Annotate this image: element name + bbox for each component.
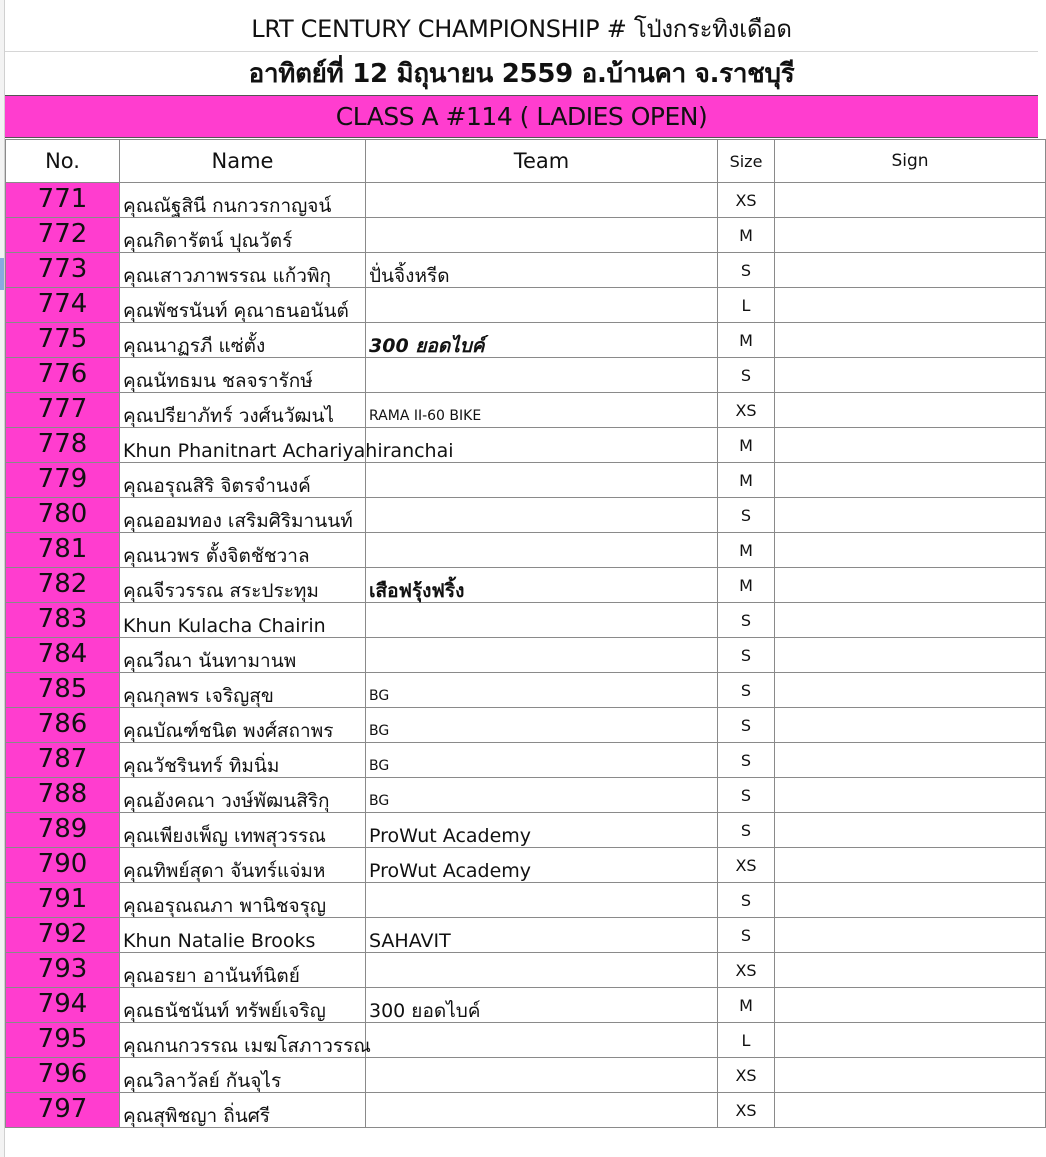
table-row	[6, 638, 1046, 673]
cell-size[interactable]: S	[718, 918, 775, 953]
cell-team[interactable]: BG	[366, 708, 718, 743]
cell-sign[interactable]	[775, 463, 1046, 498]
cell-name[interactable]: คุณนัทธมน ชลจรารักษ์	[120, 358, 366, 393]
cell-sign[interactable]	[775, 883, 1046, 918]
cell-number[interactable]: 784	[6, 638, 120, 673]
cell-number[interactable]: 787	[6, 743, 120, 778]
roster-body	[6, 183, 1046, 1128]
cell-sign[interactable]	[775, 428, 1046, 463]
roster-table	[5, 139, 1046, 1128]
cell-team[interactable]: BG	[366, 778, 718, 813]
cell-name[interactable]: คุณอรยา อานันท์นิตย์	[120, 953, 366, 988]
cell-size[interactable]: M	[718, 323, 775, 358]
cell-team[interactable]: RAMA II-60 BIKE	[366, 393, 718, 428]
cell-team[interactable]: ปั่นจิ้งหรีด	[366, 253, 718, 288]
cell-team[interactable]	[366, 183, 718, 218]
cell-size[interactable]: S	[718, 673, 775, 708]
cell-number[interactable]: 773	[6, 253, 120, 288]
cell-team[interactable]	[366, 463, 718, 498]
cell-number[interactable]: 781	[6, 533, 120, 568]
cell-name[interactable]: คุณเสาวภาพรรณ แก้วพิกุ	[120, 253, 366, 288]
cell-name[interactable]: คุณวิลาวัลย์ กันจุไร	[120, 1058, 366, 1093]
cell-name[interactable]: คุณพัชรนันท์ คุณาธนอนันต์	[120, 288, 366, 323]
table-row	[6, 358, 1046, 393]
table-row	[6, 463, 1046, 498]
table-row	[6, 428, 1046, 463]
cell-team[interactable]: BG	[366, 743, 718, 778]
table-row	[6, 603, 1046, 638]
cell-number[interactable]: 775	[6, 323, 120, 358]
cell-name[interactable]: คุณกิดารัตน์ ปุณวัตร์	[120, 218, 366, 253]
cell-number[interactable]: 786	[6, 708, 120, 743]
cell-size[interactable]: XS	[718, 1093, 775, 1128]
cell-size[interactable]: M	[718, 568, 775, 603]
cell-size[interactable]: M	[718, 218, 775, 253]
cell-number[interactable]: 772	[6, 218, 120, 253]
column-header-no[interactable]: No.	[6, 140, 120, 183]
cell-name[interactable]: Khun Phanitnart Achariyahiranchai	[120, 428, 366, 463]
cell-sign[interactable]	[775, 323, 1046, 358]
cell-number[interactable]: 789	[6, 813, 120, 848]
cell-number[interactable]: 785	[6, 673, 120, 708]
table-row	[6, 743, 1046, 778]
table-row	[6, 988, 1046, 1023]
cell-sign[interactable]	[775, 183, 1046, 218]
table-row	[6, 813, 1046, 848]
cell-number[interactable]: 776	[6, 358, 120, 393]
cell-team[interactable]	[366, 883, 718, 918]
cell-number[interactable]: 797	[6, 1093, 120, 1128]
cell-size[interactable]: XS	[718, 953, 775, 988]
class-banner: CLASS A #114 ( LADIES OPEN)	[5, 95, 1038, 138]
cell-name[interactable]: คุณทิพย์สุดา จันทร์แจ่มห	[120, 848, 366, 883]
cell-team[interactable]	[366, 638, 718, 673]
cell-sign[interactable]	[775, 288, 1046, 323]
cell-team[interactable]: 300 ยอดไบค์	[366, 323, 718, 358]
table-row	[6, 218, 1046, 253]
cell-sign[interactable]	[775, 498, 1046, 533]
cell-sign[interactable]	[775, 743, 1046, 778]
table-row	[6, 673, 1046, 708]
cell-size[interactable]: S	[718, 498, 775, 533]
cell-name[interactable]: คุณณัฐสินี กนกวรกาญจน์	[120, 183, 366, 218]
table-row	[6, 568, 1046, 603]
cell-team[interactable]	[366, 1023, 718, 1058]
cell-name[interactable]: คุณเพียงเพ็ญ เทพสุวรรณ	[120, 813, 366, 848]
table-row	[6, 1093, 1046, 1128]
cell-sign[interactable]	[775, 813, 1046, 848]
cell-size[interactable]: S	[718, 813, 775, 848]
cell-sign[interactable]	[775, 533, 1046, 568]
cell-size[interactable]: XS	[718, 393, 775, 428]
cell-team[interactable]: SAHAVIT	[366, 918, 718, 953]
cell-number[interactable]: 790	[6, 848, 120, 883]
cell-name[interactable]: คุณนาฏรภี แซ่ตั้ง	[120, 323, 366, 358]
cell-team[interactable]	[366, 533, 718, 568]
column-header-size[interactable]: Size	[718, 140, 775, 183]
table-row	[6, 288, 1046, 323]
table-row	[6, 253, 1046, 288]
cell-size[interactable]: XS	[718, 183, 775, 218]
cell-size[interactable]: S	[718, 708, 775, 743]
cell-size[interactable]: M	[718, 463, 775, 498]
table-row	[6, 708, 1046, 743]
cell-team[interactable]: 300 ยอดไบค์	[366, 988, 718, 1023]
table-row	[6, 883, 1046, 918]
cell-size[interactable]: S	[718, 358, 775, 393]
cell-size[interactable]: S	[718, 778, 775, 813]
cell-team[interactable]	[366, 1058, 718, 1093]
event-date-location: อาทิตย์ที่ 12 มิถุนายน 2559 อ.บ้านคา จ.ราชบุรี	[248, 58, 795, 89]
cell-sign[interactable]	[775, 253, 1046, 288]
cell-name[interactable]: คุณจีรวรรณ สระประทุม	[120, 568, 366, 603]
cell-number[interactable]: 793	[6, 953, 120, 988]
cell-name[interactable]: Khun Natalie Brooks	[120, 918, 366, 953]
cell-team[interactable]	[366, 358, 718, 393]
cell-number[interactable]: 782	[6, 568, 120, 603]
cell-team[interactable]	[366, 288, 718, 323]
cell-sign[interactable]	[775, 673, 1046, 708]
cell-sign[interactable]	[775, 918, 1046, 953]
cell-number[interactable]: 783	[6, 603, 120, 638]
cell-sign[interactable]	[775, 393, 1046, 428]
table-row	[6, 848, 1046, 883]
cell-number[interactable]: 774	[6, 288, 120, 323]
cell-name[interactable]: Khun Kulacha Chairin	[120, 603, 366, 638]
cell-name[interactable]: คุณอรุณสิริ จิตรจำนงค์	[120, 463, 366, 498]
table-row	[6, 1023, 1046, 1058]
cell-team[interactable]	[366, 498, 718, 533]
table-row	[6, 953, 1046, 988]
cell-number[interactable]: 792	[6, 918, 120, 953]
cell-team[interactable]: เสือฟรุ้งฟริ้ง	[366, 568, 718, 603]
cell-name[interactable]: คุณกุลพร เจริญสุข	[120, 673, 366, 708]
cell-sign[interactable]	[775, 1023, 1046, 1058]
cell-number[interactable]: 778	[6, 428, 120, 463]
column-header-name[interactable]: Name	[120, 140, 366, 183]
header-row	[6, 140, 1046, 183]
cell-size[interactable]: S	[718, 253, 775, 288]
cell-number[interactable]: 794	[6, 988, 120, 1023]
cell-sign[interactable]	[775, 778, 1046, 813]
cell-team[interactable]: ProWut Academy	[366, 813, 718, 848]
cell-sign[interactable]	[775, 358, 1046, 393]
table-row	[6, 778, 1046, 813]
cell-size[interactable]: L	[718, 288, 775, 323]
cell-name[interactable]: คุณกนกวรรณ เมฆโสภาวรรณ	[120, 1023, 366, 1058]
cell-team[interactable]	[366, 953, 718, 988]
cell-name[interactable]: คุณวีณา นันทามานพ	[120, 638, 366, 673]
table-row	[6, 323, 1046, 358]
table-row	[6, 183, 1046, 218]
cell-size[interactable]: S	[718, 883, 775, 918]
column-header-team[interactable]: Team	[366, 140, 718, 183]
selected-row-marker	[0, 258, 4, 290]
cell-sign[interactable]	[775, 953, 1046, 988]
table-row	[6, 533, 1046, 568]
cell-number[interactable]: 779	[6, 463, 120, 498]
cell-number[interactable]: 780	[6, 498, 120, 533]
cell-name[interactable]: คุณปรียาภัทร์ วงศ์นวัฒนไ	[120, 393, 366, 428]
column-header-sign[interactable]: Sign	[775, 140, 1046, 183]
cell-size[interactable]: S	[718, 743, 775, 778]
cell-name[interactable]: คุณธนัชนันท์ ทรัพย์เจริญ	[120, 988, 366, 1023]
cell-sign[interactable]	[775, 1058, 1046, 1093]
cell-sign[interactable]	[775, 1093, 1046, 1128]
table-row	[6, 393, 1046, 428]
cell-number[interactable]: 796	[6, 1058, 120, 1093]
cell-size[interactable]: XS	[718, 848, 775, 883]
cell-number[interactable]: 771	[6, 183, 120, 218]
cell-team[interactable]: ProWut Academy	[366, 848, 718, 883]
cell-sign[interactable]	[775, 988, 1046, 1023]
cell-size[interactable]: M	[718, 533, 775, 568]
cell-number[interactable]: 791	[6, 883, 120, 918]
cell-size[interactable]: XS	[718, 1058, 775, 1093]
cell-name[interactable]: คุณอังคณา วงษ์พัฒนสิริกุ	[120, 778, 366, 813]
table-row	[6, 918, 1046, 953]
cell-team[interactable]	[366, 218, 718, 253]
cell-sign[interactable]	[775, 848, 1046, 883]
event-title: LRT CENTURY CHAMPIONSHIP # โป่งกระทิงเดือด	[5, 5, 1038, 52]
cell-number[interactable]: 795	[6, 1023, 120, 1058]
cell-size[interactable]: M	[718, 428, 775, 463]
cell-team[interactable]	[366, 1093, 718, 1128]
cell-sign[interactable]	[775, 708, 1046, 743]
cell-sign[interactable]	[775, 638, 1046, 673]
cell-number[interactable]: 777	[6, 393, 120, 428]
cell-size[interactable]: L	[718, 1023, 775, 1058]
cell-team[interactable]	[366, 603, 718, 638]
cell-sign[interactable]	[775, 568, 1046, 603]
cell-team[interactable]: BG	[366, 673, 718, 708]
cell-name[interactable]: คุณนวพร ตั้งจิตชัชวาล	[120, 533, 366, 568]
cell-sign[interactable]	[775, 603, 1046, 638]
cell-name[interactable]: คุณอรุณณภา พานิชจรุญ	[120, 883, 366, 918]
table-row	[6, 498, 1046, 533]
cell-name[interactable]: คุณบัณฑ์ชนิต พงศ์สถาพร	[120, 708, 366, 743]
table-row	[6, 1058, 1046, 1093]
cell-size[interactable]: M	[718, 988, 775, 1023]
cell-size[interactable]: S	[718, 603, 775, 638]
cell-sign[interactable]	[775, 218, 1046, 253]
cell-size[interactable]: S	[718, 638, 775, 673]
cell-name[interactable]: คุณออมทอง เสริมศิริมานนท์	[120, 498, 366, 533]
cell-number[interactable]: 788	[6, 778, 120, 813]
cell-name[interactable]: คุณสุพิชญา ถิ่นศรี	[120, 1093, 366, 1128]
cell-name[interactable]: คุณวัชรินทร์ ทิมนิ่ม	[120, 743, 366, 778]
